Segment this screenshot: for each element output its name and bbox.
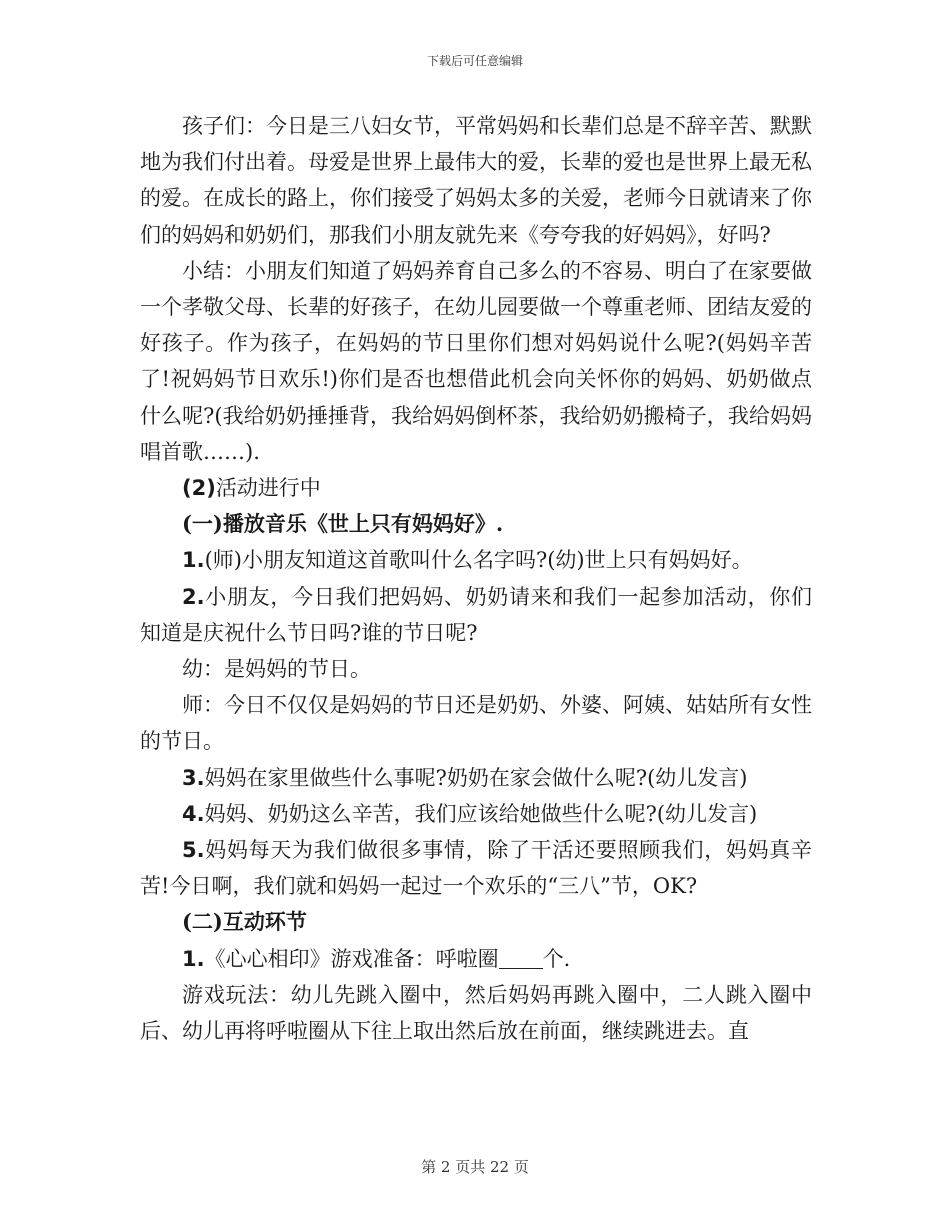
list-item-3 <box>140 760 812 796</box>
heading-interaction: (二)互动环节 <box>182 909 307 935</box>
list-text: (师)小朋友知道这首歌叫什么名字吗?(幼)世上只有妈妈好。 <box>204 548 753 573</box>
list-item-5 <box>140 832 812 904</box>
page-footer: 第 2 页共 22 页 <box>421 1158 529 1176</box>
list-text: 《心心相印》游戏准备：呼啦圈 <box>204 946 499 971</box>
section-number: (2) <box>182 476 216 501</box>
paragraph-child-answer: 幼：是妈妈的节日。 <box>182 657 371 682</box>
list-number: 1. <box>182 946 205 971</box>
list-text: 妈妈、奶奶这么辛苦，我们应该给她做些什么呢?(幼儿发言) <box>204 801 758 826</box>
list-number: 1. <box>182 548 205 573</box>
section-text: 活动进行中 <box>215 476 321 501</box>
paragraph-teacher: 师：今日不仅仅是妈妈的节日还是奶奶、外婆、阿姨、姑姑所有女性的节日。 <box>140 693 812 754</box>
list-item-2 <box>140 579 812 651</box>
list-text: 小朋友，今日我们把妈妈、奶奶请来和我们一起参加活动，你们知道是庆祝什么节日吗?谁的节日呢? <box>140 584 812 645</box>
list-number: 3. <box>182 765 205 790</box>
list-item-1 <box>140 542 812 578</box>
paragraph-game-rules: 游戏玩法：幼儿先跳入圈中，然后妈妈再跳入圈中，二人跳入圈中后、幼儿再将呼啦圈从下往上取出然后放在前面，继续跳进去。直 <box>140 982 812 1044</box>
list-item-game <box>140 941 812 977</box>
heading-play-music: (一)播放音乐《世上只有妈妈好》. <box>182 511 504 537</box>
list-number: 2. <box>182 584 205 609</box>
list-text-suffix: 个. <box>542 946 571 971</box>
paragraph-activity <box>140 470 812 506</box>
paragraph-intro: 孩子们：今日是三八妇女节，平常妈妈和长辈们总是不辞辛苦、默默地为我们付出着。母爱是世界上最伟大的爱，长辈的爱也是世界上最无私的爱。在成长的路上，你们接受了妈妈太多的关爱，老师今日就请来了你们的妈妈和奶奶们，那我们小朋友就先来《夸夸我的好妈妈》，好吗? <box>140 114 812 247</box>
fill-in-blank <box>499 947 543 969</box>
list-text: 妈妈在家里做些什么事呢?奶奶在家会做什么呢?(幼儿发言) <box>204 765 748 790</box>
page-header: 下载后可任意编辑 <box>426 54 523 68</box>
document-body <box>140 108 812 1049</box>
list-item-4 <box>140 796 812 832</box>
paragraph-summary: 小结：小朋友们知道了妈妈养育自己多么的不容易、明白了在家要做一个孝敬父母、长辈的好孩子，在幼儿园要做一个尊重老师、团结友爱的好孩子。作为孩子，在妈妈的节日里你们想对妈妈说什么呢?(妈妈辛苦了!祝妈妈节日欢乐!)你们是否也想借此机会向关怀你的妈妈、奶奶做点什么呢?(我给奶奶捶捶背，我给妈妈倒杯茶，我给奶奶搬椅子，我给妈妈唱首歌……). <box>140 258 812 464</box>
list-number: 5. <box>182 838 205 863</box>
list-number: 4. <box>182 801 205 826</box>
list-text: 妈妈每天为我们做很多事情，除了干活还要照顾我们，妈妈真辛苦!今日啊，我们就和妈妈一起过一个欢乐的“三八”节，OK? <box>140 838 812 899</box>
